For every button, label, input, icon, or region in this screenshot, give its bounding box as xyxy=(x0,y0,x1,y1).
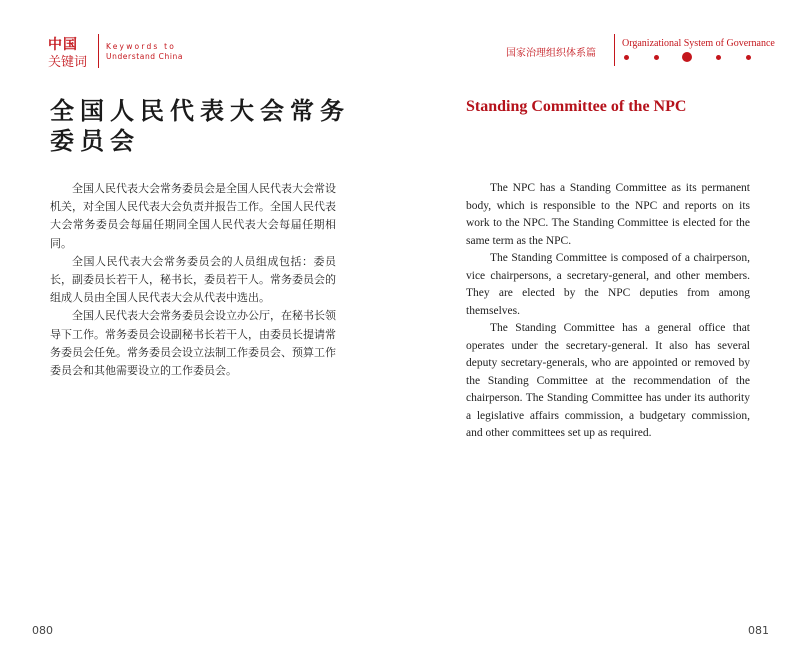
progress-dot xyxy=(716,55,721,60)
paragraph: The Standing Committee is composed of a chairperson, vice chairpersons, a secretary-general, and other members. They are elected by the NPC deputies from among themselves. xyxy=(466,252,750,317)
progress-dot xyxy=(746,55,751,60)
body-text-cn xyxy=(50,180,336,380)
header-divider xyxy=(614,34,615,66)
paragraph: The Standing Committee has a general office that operates under the secretary-general. It also has several deputy secretary-generals, who are appointed or removed by the Standing Committee at the recommendation of the chairperson. The Standing Committee has under its authority a legislative affairs commission, a budgetary commission, and other committees set up as required. xyxy=(466,322,750,439)
logo-en-line1: Keywords to xyxy=(106,42,177,51)
logo-cn-line1: 中国 xyxy=(48,37,78,53)
section-title-en: Organizational System of Governance xyxy=(622,38,775,49)
progress-dot-active xyxy=(682,52,692,62)
page-number-left: 080 xyxy=(32,624,53,637)
progress-dot xyxy=(654,55,659,60)
right-page xyxy=(400,0,800,666)
paragraph: The NPC has a Standing Committee as its permanent body, which is responsible to the NPC and reports on its work to the NPC. The Standing Committee is elected for the same term as the NPC. xyxy=(466,182,750,247)
logo-en-line2: Understand China xyxy=(106,52,184,61)
page-number-right: 081 xyxy=(748,624,769,637)
page-title-en: Standing Committee of the NPC xyxy=(466,98,687,115)
logo-divider xyxy=(98,34,99,68)
paragraph: 全国人民代表大会常务委员会是全国人民代表大会常设机关，对全国人民代表大会负责并报告工作。全国人民代表大会常务委员会每届任期同全国人民代表大会每届任期相同。 xyxy=(50,182,336,250)
page-title-cn: 全国人民代表大会常务委员会 xyxy=(50,96,350,155)
logo-cn-line2: 关键词 xyxy=(48,55,88,70)
progress-dots xyxy=(620,52,756,64)
progress-dot xyxy=(624,55,629,60)
body-text-en xyxy=(466,180,750,443)
section-title-cn: 国家治理组织体系篇 xyxy=(506,48,596,59)
paragraph: 全国人民代表大会常务委员会设立办公厅，在秘书长领导下工作。常务委员会设副秘书长若干人，由委员长提请常务委员会任免。常务委员会设立法制工作委员会、预算工作委员会和其他需要设立的工作委员会。 xyxy=(50,309,336,378)
paragraph: 全国人民代表大会常务委员会的人员组成包括：委员长，副委员长若干人，秘书长，委员若干人。常务委员会的组成人员由全国人民代表大会从代表中选出。 xyxy=(50,254,336,305)
